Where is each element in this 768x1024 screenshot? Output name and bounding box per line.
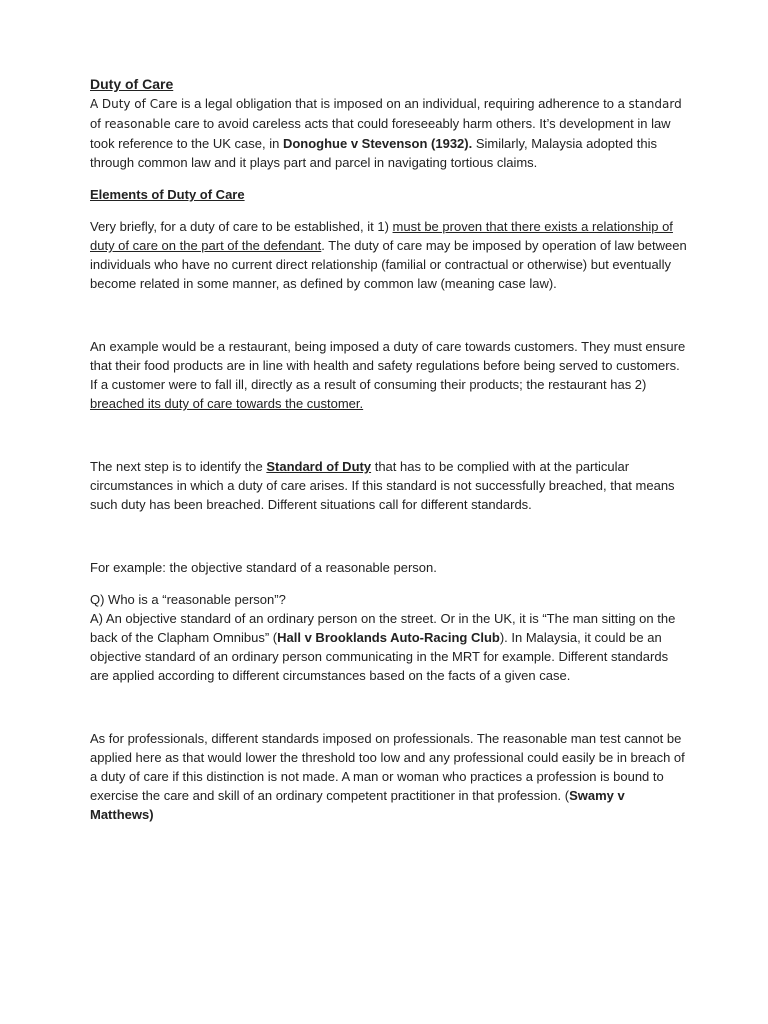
intro-text-1: is a legal obligation that is imposed on an individual, requiring adherence to	[181, 96, 615, 111]
elements-heading: Elements of Duty of Care	[90, 187, 245, 202]
intro-standard: standard	[628, 97, 682, 111]
intro-case-citation: Donoghue v Stevenson (1932).	[282, 136, 473, 151]
intro-paragraph	[90, 94, 690, 172]
answer-text-2: ). In Malaysia, it could be an objective standard of an ordinary person communicating in the MRT for example. Different standards are applied according to different circumstances based on the facts of a given case.	[90, 630, 669, 683]
intro-text-3: of	[90, 116, 101, 131]
paragraph-for-example: For example: the objective standard of a reasonable person.	[90, 560, 437, 575]
paragraph-standard-of-duty	[90, 457, 690, 514]
paragraph-relationship	[90, 217, 690, 293]
p3-standard-of-duty: Standard of Duty	[266, 459, 372, 474]
p1-text-2: . The duty of care may be imposed by operation of law between individuals who have no current direct relationship (familial or contractual or otherwise) but eventually become related in some manner, as defined by common law (meaning case law).	[90, 238, 687, 291]
p3-text-1: The next step is to identify the	[90, 459, 263, 474]
intro-text-4: care to avoid careless acts that could foreseeably harm others. It’s development in law took reference to the UK case, in	[90, 116, 671, 151]
p3-text-2: that has to be complied with at the particular circumstances in which a duty of care arises. If this standard is not successfully breached, that means such duty has been breached. Different situations call for different standards.	[90, 459, 675, 512]
p1-underlined: must be proven that there exists a relationship of duty of care on the part of the defendant	[90, 219, 673, 253]
answer-case-citation: Hall v Brooklands Auto-Racing Club	[277, 630, 500, 645]
intro-a: A	[90, 97, 99, 111]
p5-case-citation: Swamy v Matthews)	[90, 788, 625, 822]
intro-duty-of-care: Duty of Care	[101, 97, 178, 111]
p2-text-1: An example would be a restaurant, being imposed a duty of care towards customers. They must ensure that their food products are in line with health and safety regulations before being served to customers. If a customer were to fall ill, directly as a result of consuming their products; the restaurant has 2)	[90, 339, 686, 392]
document-title: Duty of Care	[90, 76, 174, 92]
paragraph-professionals	[90, 729, 690, 824]
document-page	[90, 74, 690, 824]
question-line: Q) Who is a “reasonable person”?	[90, 592, 286, 607]
intro-text-2: a	[617, 96, 625, 111]
intro-text-5: Similarly, Malaysia adopted this through common law and it plays part and parcel in navigating tortious claims.	[90, 136, 657, 170]
p2-underlined: breached its duty of care towards the customer.	[90, 396, 364, 411]
paragraph-restaurant-example	[90, 337, 690, 413]
p5-text-1: As for professionals, different standards imposed on professionals. The reasonable man test cannot be applied here as that would lower the threshold too low and any professional could easily be in breach of a duty of care if this distinction is not made. A man or woman who practices a profession is bound to exercise the care and skill of an ordinary competent practitioner in that profession. (	[90, 731, 685, 803]
intro-reasonable: reasonable	[104, 117, 171, 131]
answer-paragraph	[90, 609, 690, 685]
answer-text-1: A) An objective standard of an ordinary person on the street. Or in the UK, it is “The man sitting on the back of the Clapham Omnibus” (	[90, 611, 676, 645]
p1-text-1: Very briefly, for a duty of care to be established, it 1)	[90, 219, 389, 234]
